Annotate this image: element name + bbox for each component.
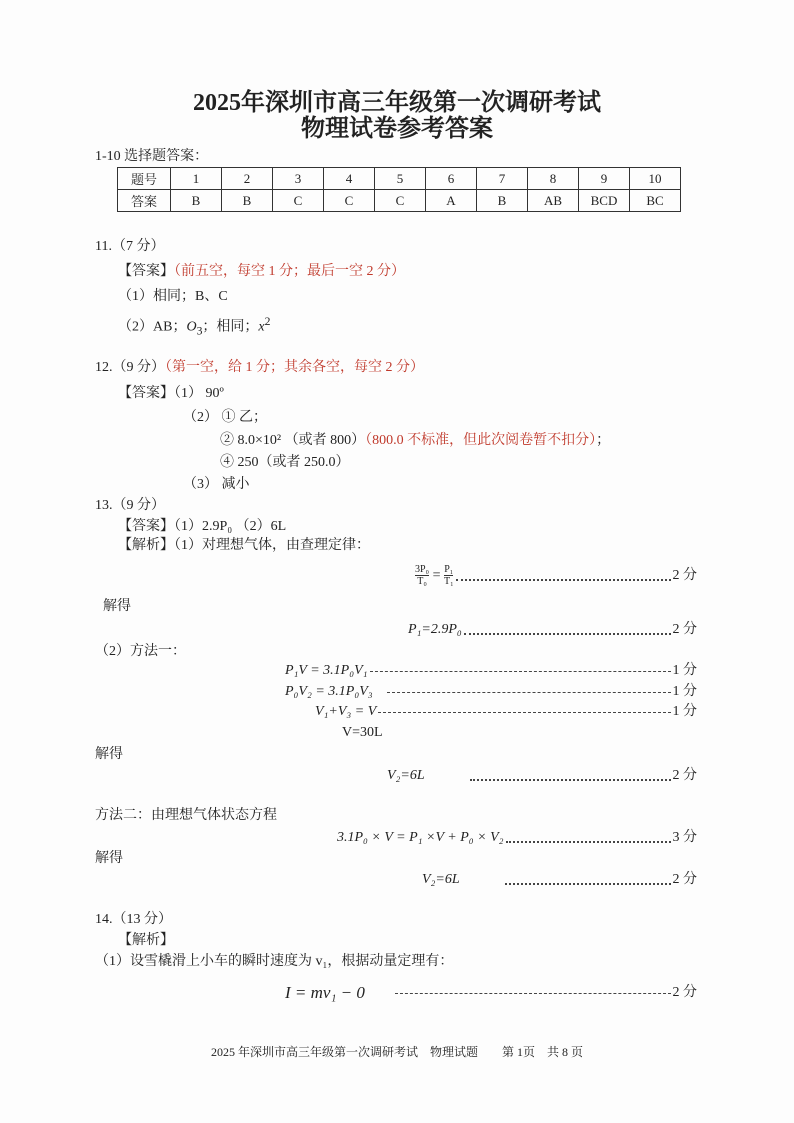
cell: 6 (426, 168, 477, 190)
cell: C (324, 190, 375, 212)
table-row (118, 168, 681, 190)
eq3 (315, 703, 697, 721)
score: 1 分 (672, 704, 697, 719)
table-header: 答案 (118, 190, 171, 212)
q13-answer: 【答案】（1）2.9P₀ （2）6L (118, 519, 287, 534)
table-row (118, 190, 681, 212)
cell: 4 (324, 168, 375, 190)
score-note: （第一空，给 1 分；其余各空，每空 2 分） (165, 360, 424, 375)
leader (505, 883, 671, 885)
eq2 (285, 683, 697, 701)
score: 1 分 (672, 684, 697, 699)
t: I = mv₁ − 0 (285, 983, 365, 1002)
q13-analysis: 【解析】（1）对理想气体，由查理定律： (118, 538, 370, 553)
cell: 10 (630, 168, 681, 190)
leader (470, 779, 671, 781)
score: 2 分 (672, 567, 697, 583)
leader (395, 993, 671, 994)
t: x (258, 319, 265, 335)
t: P₁=2.9P₀ (408, 622, 462, 637)
leader (378, 712, 670, 713)
t: 12.（9 分） (95, 360, 165, 375)
tag: 【答案】 (118, 264, 174, 279)
eq5 (387, 767, 697, 785)
cell: 8 (528, 168, 579, 190)
score: 2 分 (672, 768, 697, 783)
eq7 (422, 871, 697, 889)
t: 3.1P₀ × V = P₁ ×V + P₀ × V₂ (337, 830, 504, 845)
cell: 5 (375, 168, 426, 190)
t: T₀ (417, 576, 427, 587)
cell: 7 (477, 168, 528, 190)
q13-head: 13.（9 分） (95, 498, 165, 513)
t: 3P₀ (415, 564, 430, 575)
score: 2 分 (672, 872, 697, 887)
title-line2: 物理试卷参考答案 (301, 116, 493, 142)
t: V₂=6L (422, 872, 460, 887)
t: ② 8.0×10² （或者 800） (220, 433, 366, 448)
leader (456, 579, 671, 581)
q12-p3: （3） 减小 (183, 477, 250, 492)
q12-head (95, 359, 424, 377)
cell: C (375, 190, 426, 212)
eq-p1 (408, 621, 697, 639)
title-line1: 2025年深圳市高三年级第一次调研考试 (193, 90, 601, 116)
q12-p2: （2） ① 乙； (183, 410, 267, 425)
t: 3 (196, 324, 203, 338)
cell: B (171, 190, 222, 212)
cell: AB (528, 190, 579, 212)
cell: B (222, 190, 273, 212)
score: 3 分 (672, 830, 697, 845)
cell: BCD (579, 190, 630, 212)
cell: 2 (222, 168, 273, 190)
q11-p2 (118, 313, 270, 340)
cell: B (477, 190, 528, 212)
t: V₁+V₃ = V (315, 704, 377, 719)
t: ；相同； (202, 319, 259, 335)
leader (464, 633, 671, 635)
score: 1 分 (672, 663, 697, 678)
score: 2 分 (672, 985, 697, 1000)
solve-label: 解得 (95, 851, 123, 866)
t: P₁ (444, 564, 454, 575)
q12-answer: 【答案】（1） 90º (118, 386, 224, 401)
leader (506, 841, 671, 843)
q11-head: 11.（7 分） (95, 239, 165, 254)
t: P₀V₂ = 3.1P₀V₃ (285, 684, 373, 699)
leader (370, 671, 671, 672)
fraction (415, 564, 429, 587)
q14-p1: （1）设雪橇滑上小车的瞬时速度为 v₁，根据动量定理有： (95, 954, 454, 969)
eq6 (337, 829, 697, 847)
t: O (186, 319, 197, 335)
method1: （2）方法一： (95, 644, 186, 659)
q14-analysis: 【解析】 (118, 933, 174, 948)
q11-answer (118, 263, 405, 281)
eq1 (285, 662, 697, 680)
cell: 3 (273, 168, 324, 190)
table-header: 题号 (118, 168, 171, 190)
q12-p2-2 (220, 432, 610, 450)
t: V₂=6L (387, 768, 425, 783)
eq4: V=30L (342, 725, 383, 740)
q14-head: 14.（13 分） (95, 912, 172, 927)
score: 2 分 (672, 622, 697, 637)
t: 2 (264, 315, 271, 328)
t: ； (596, 433, 611, 448)
eq-impulse (285, 984, 697, 1002)
leader (387, 692, 671, 693)
page-footer: 2025 年深圳市高三年级第一次调研考试 物理试题 第 1页 共 8 页 (210, 1045, 583, 1059)
q11-p1: （1）相同；B、C (118, 289, 228, 304)
method2: 方法二：由理想气体状态方程 (95, 808, 277, 823)
mc-label: 1-10 选择题答案： (95, 149, 209, 164)
t: P₁V = 3.1P₀V₁ (285, 663, 368, 678)
cell: 1 (171, 168, 222, 190)
score-note: （前五空，每空 1 分；最后一空 2 分） (174, 264, 405, 279)
score-note: （800.0 不标准，但此次阅卷暂不扣分） (365, 433, 597, 448)
eq-charles-law: $\frac{\text{3P₀}}{\text{T₀}}$ = $\frac{\text{P₁}}{\text{T₁}}$ 2 分 (415, 564, 697, 587)
cell: 9 (579, 168, 630, 190)
solve-label: 解得 (95, 747, 123, 762)
t: T₁ (443, 576, 454, 587)
fraction (444, 564, 454, 587)
mc-answer-table (117, 167, 681, 212)
cell: A (426, 190, 477, 212)
solve-label: 解得 (103, 599, 131, 614)
cell: C (273, 190, 324, 212)
cell: BC (630, 190, 681, 212)
q12-p2-4: ④ 250（或者 250.0） (220, 455, 350, 470)
t: （2）AB； (118, 319, 187, 335)
